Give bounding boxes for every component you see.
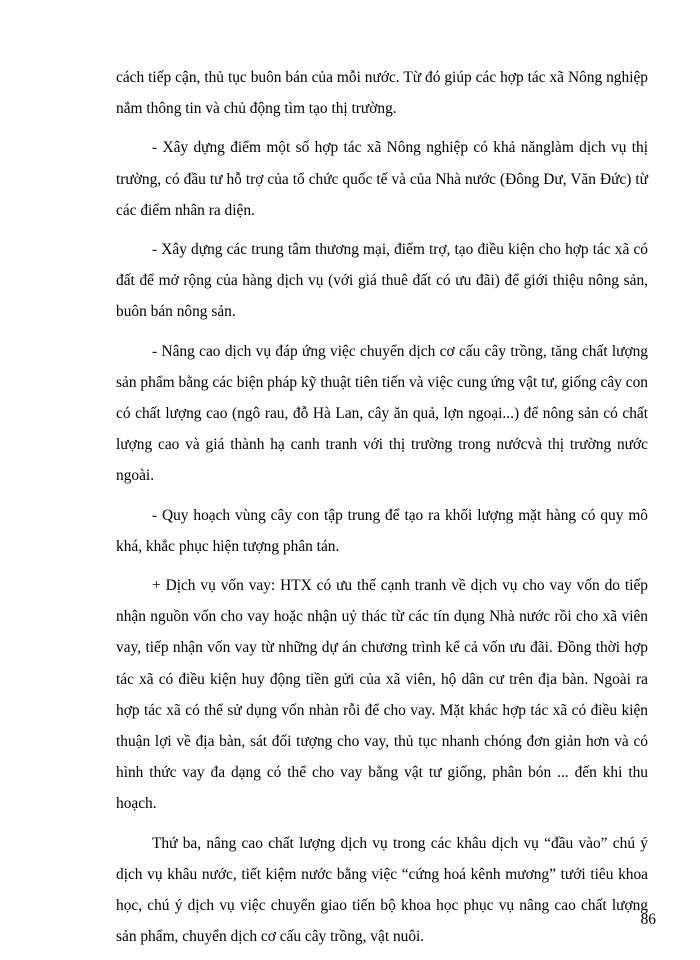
page-number: 86 bbox=[640, 911, 656, 928]
paragraph-3: - Xây dựng các trung tâm thương mại, điểm trợ, tạo điều kiện cho hợp tác xã có đất để mở rộng của hàng dịch vụ (với giá thuê đất có ưu đãi) để giới thiệu nông sản, buôn bán nông sản. bbox=[116, 241, 648, 321]
paragraph-4: - Nâng cao dịch vụ đáp ứng việc chuyển dịch cơ cấu cây trồng, tăng chất lượng sản phẩm bằng các biện pháp kỹ thuật tiên tiến và việc cung ứng vật tư, giống cây con có chất lượng cao (ngô rau, đỗ Hà Lan, cây ăn quả, lợn ngoại...) để nông sản có chất lượng cao và giá thành hạ canh tranh với thị trường trong nướcvà thị trường nước ngoài. bbox=[116, 342, 648, 485]
paragraph-1: cách tiếp cận, thủ tục buôn bán của mỗi nước. Từ đó giúp các hợp tác xã Nông nghiệp nắm thông tin và chủ động tìm tạo thị trường. bbox=[116, 69, 648, 118]
paragraph-5: - Quy hoạch vùng cây con tập trung để tạo ra khối lượng mặt hàng có quy mô khá, khắc phục hiện tượng phân tán. bbox=[116, 506, 648, 555]
paragraph-7: Thứ ba, nâng cao chất lượng dịch vụ trong các khâu dịch vụ “đầu vào” chú ý dịch vụ khâu nước, tiết kiệm nước bằng việc “cứng hoá kênh mương” tưới tiêu khoa học, chú ý dịch vụ việc chuyển giao tiến bộ khoa học phục vụ nâng cao chất lượng sản phẩm, chuyển dịch cơ cấu cây trồng, vật nuôi. bbox=[116, 834, 648, 946]
paragraph-2: - Xây dựng điểm một số hợp tác xã Nông nghiệp có khả nănglàm dịch vụ thị trường, có đầu tư hỗ trợ của tổ chức quốc tế và của Nhà nước (Đông Dư, Văn Đức) từ các điểm nhân ra diện. bbox=[116, 139, 648, 219]
paragraph-6: + Dịch vụ vốn vay: HTX có ưu thế cạnh tranh về dịch vụ cho vay vốn do tiếp nhận nguồn vốn cho vay hoặc nhận uỷ thác từ các tín dụng Nhà nước rồi cho xã viên vay, tiếp nhận vốn vay từ những dự án chương trình kể cả vốn ưu đãi. Đồng thời hợp tác xã có điều kiện huy động tiền gửi của xã viên, hộ dân cư trên địa bàn. Ngoài ra hợp tác xã có thể sử dụng vốn nhàn rỗi để cho vay. Mặt khác hợp tác xã có điều kiện thuận lợi về địa bàn, sát đối tượng cho vay, thủ tục nhanh chóng đơn giản hơn và có hình thức vay đa dạng có thể cho vay bằng vật tư giống, phân bón ... đến khi thu hoạch. bbox=[116, 577, 648, 813]
body-text bbox=[116, 62, 648, 960]
